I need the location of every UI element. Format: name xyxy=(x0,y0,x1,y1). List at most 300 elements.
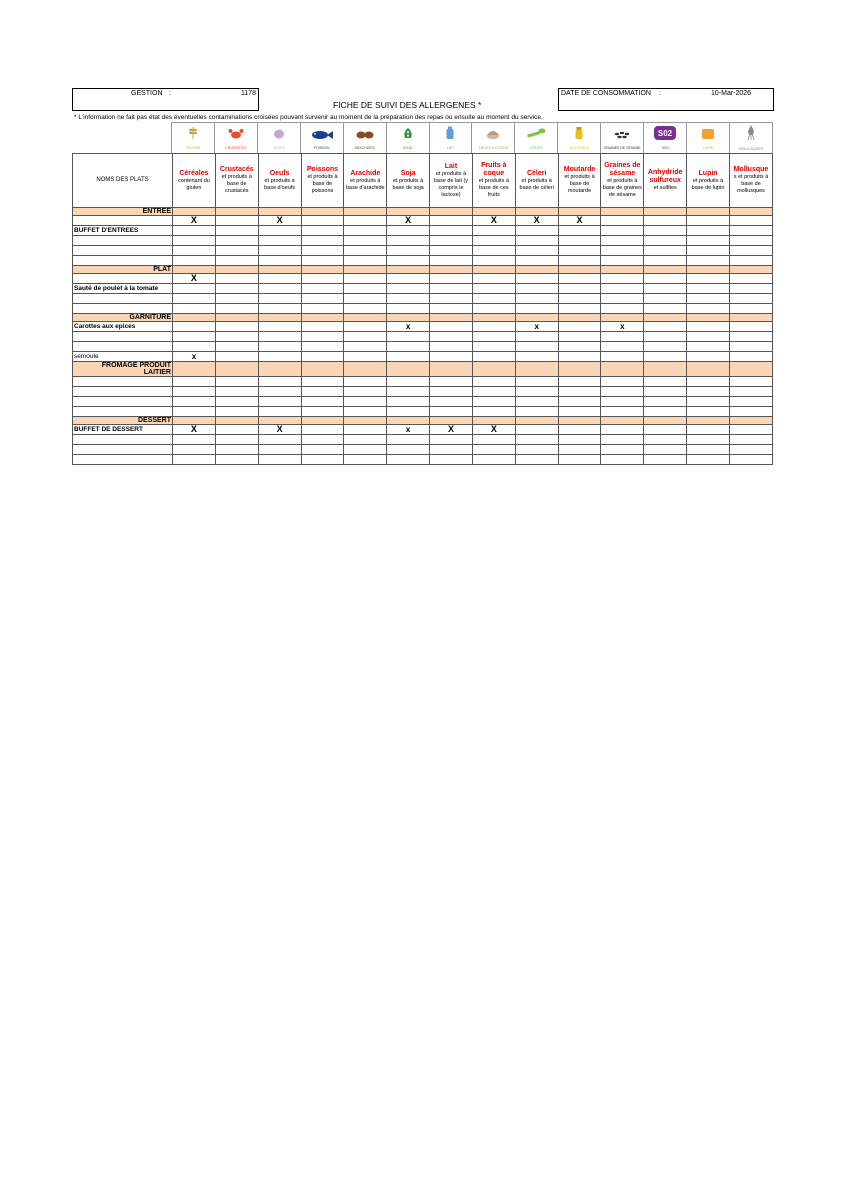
dish-names-header: NOMS DES PLATS xyxy=(73,154,173,208)
allergen-mark xyxy=(601,407,644,417)
sesame-icon xyxy=(613,127,631,145)
allergen-mark xyxy=(687,445,730,455)
lupin-icon xyxy=(701,127,715,145)
allergen-mark xyxy=(601,445,644,455)
allergen-mark xyxy=(515,304,558,314)
allergen-mark xyxy=(215,284,258,294)
allergen-mark xyxy=(729,304,772,314)
allergen-mark: X xyxy=(558,216,601,226)
allergen-mark xyxy=(173,455,216,465)
allergen-mark xyxy=(644,226,687,236)
allergen-mark xyxy=(601,294,644,304)
allergen-name: Lupin xyxy=(698,169,718,177)
allergen-description: s et produits à base de mollusques xyxy=(733,174,769,194)
allergen-mark xyxy=(344,397,387,407)
table-row xyxy=(73,322,773,332)
allergen-mark xyxy=(472,332,515,342)
allergen-mark xyxy=(387,256,430,266)
allergen-mark xyxy=(430,435,473,445)
allergen-mark xyxy=(687,304,730,314)
allergen-mark xyxy=(729,322,772,332)
allergen-mark: X xyxy=(472,216,515,226)
allergen-mark xyxy=(644,274,687,284)
allergen-mark xyxy=(687,226,730,236)
allergen-mark xyxy=(472,352,515,362)
date-value: 10-Mar-2026 xyxy=(711,90,752,97)
allergen-mark xyxy=(344,332,387,342)
allergen-mark xyxy=(729,256,772,266)
section-cell xyxy=(601,266,644,274)
allergen-mark xyxy=(344,246,387,256)
dish-name: Sauté de poulet à la tomate xyxy=(73,284,173,294)
allergen-mark xyxy=(430,342,473,352)
allergen-mark xyxy=(515,425,558,435)
allergen-name: Moutarde xyxy=(563,166,596,173)
allergen-icon-cell xyxy=(600,122,644,153)
allergen-mark xyxy=(344,407,387,417)
allergen-mark xyxy=(173,236,216,246)
allergen-mark xyxy=(173,284,216,294)
allergen-mark xyxy=(344,274,387,284)
allergen-mark xyxy=(430,352,473,362)
allergen-mark xyxy=(644,294,687,304)
allergen-mark xyxy=(601,226,644,236)
section-cell xyxy=(644,417,687,425)
allergen-mark xyxy=(601,216,644,226)
section-cell xyxy=(729,266,772,274)
allergen-mark xyxy=(215,294,258,304)
allergen-description: et produits à base de soja xyxy=(392,177,424,191)
allergen-mark xyxy=(472,284,515,294)
allergen-mark xyxy=(644,352,687,362)
allergen-mark xyxy=(301,445,344,455)
table-row xyxy=(73,236,773,246)
section-cell xyxy=(601,417,644,425)
section-row xyxy=(73,314,773,322)
allergen-mark xyxy=(601,342,644,352)
allergen-mark xyxy=(258,455,301,465)
allergen-icon-caption: ARACHIDES xyxy=(354,145,375,150)
section-cell xyxy=(258,208,301,216)
allergen-mark xyxy=(215,304,258,314)
allergen-description: et produits à base d'arachide xyxy=(345,177,385,191)
allergen-mark xyxy=(729,435,772,445)
section-cell xyxy=(515,417,558,425)
allergen-mark: x xyxy=(387,322,430,332)
allergen-name: Lait xyxy=(444,162,458,170)
allergen-mark: X xyxy=(472,425,515,435)
allergen-mark xyxy=(215,397,258,407)
allergen-mark xyxy=(173,256,216,266)
allergen-mark xyxy=(301,377,344,387)
allergen-description: et produits à base de poissons xyxy=(307,174,338,194)
allergen-mark xyxy=(472,304,515,314)
allergen-mark xyxy=(687,284,730,294)
dish-name xyxy=(73,342,173,352)
allergen-header xyxy=(515,154,558,208)
allergen-mark xyxy=(601,274,644,284)
allergen-mark xyxy=(515,407,558,417)
milk-icon xyxy=(445,126,455,145)
section-cell xyxy=(472,208,515,216)
allergen-mark xyxy=(215,352,258,362)
section-cell xyxy=(301,362,344,377)
allergen-mark xyxy=(387,435,430,445)
allergen-mark xyxy=(687,425,730,435)
allergen-mark xyxy=(729,397,772,407)
allergen-mark xyxy=(344,236,387,246)
dish-name xyxy=(73,256,173,266)
allergen-mark xyxy=(687,274,730,284)
allergen-mark xyxy=(644,377,687,387)
section-cell xyxy=(301,208,344,216)
dish-name xyxy=(73,274,173,284)
allergen-mark xyxy=(430,246,473,256)
allergen-name: Fruits à coque xyxy=(481,162,507,177)
allergen-mark xyxy=(729,274,772,284)
allergen-description: et produits à base d'oeufs xyxy=(264,177,296,191)
allergen-mark xyxy=(344,425,387,435)
nut-icon xyxy=(486,127,500,145)
allergen-mark xyxy=(601,304,644,314)
gestion-value: 1178 xyxy=(240,90,256,97)
section-cell xyxy=(644,314,687,322)
allergen-mark xyxy=(215,377,258,387)
allergen-header xyxy=(729,154,772,208)
allergen-mark xyxy=(687,332,730,342)
section-cell xyxy=(558,314,601,322)
table-row xyxy=(73,294,773,304)
section-cell xyxy=(644,208,687,216)
allergen-mark xyxy=(515,226,558,236)
dish-name xyxy=(73,397,173,407)
allergen-name: Arachide xyxy=(350,169,381,177)
section-cell xyxy=(515,362,558,377)
section-cell xyxy=(215,362,258,377)
dish-name xyxy=(73,304,173,314)
dish-name xyxy=(73,246,173,256)
allergen-description: et produits à base de lupin xyxy=(691,177,725,191)
allergen-mark xyxy=(687,435,730,445)
allergen-mark xyxy=(387,407,430,417)
allergen-mark: X xyxy=(258,425,301,435)
allergen-mark xyxy=(301,256,344,266)
section-cell xyxy=(601,208,644,216)
allergen-mark xyxy=(258,284,301,294)
allergen-mark xyxy=(472,342,515,352)
allergen-mark xyxy=(644,407,687,417)
allergen-mark xyxy=(258,342,301,352)
section-cell xyxy=(472,417,515,425)
allergen-mark xyxy=(430,216,473,226)
allergen-mark xyxy=(644,397,687,407)
section-cell xyxy=(173,417,216,425)
allergen-mark xyxy=(644,342,687,352)
allergen-mark xyxy=(729,352,772,362)
allergen-mark xyxy=(344,342,387,352)
allergen-mark xyxy=(558,322,601,332)
allergen-mark xyxy=(430,304,473,314)
allergen-mark xyxy=(430,377,473,387)
allergen-mark xyxy=(387,352,430,362)
allergen-mark xyxy=(729,455,772,465)
allergen-mark xyxy=(687,294,730,304)
allergen-mark xyxy=(687,322,730,332)
allergen-mark xyxy=(558,425,601,435)
dish-name: BUFFET D'ENTREES xyxy=(73,226,173,236)
allergen-mark xyxy=(644,455,687,465)
allergen-mark xyxy=(215,216,258,226)
allergen-mark xyxy=(687,352,730,362)
allergen-header xyxy=(644,154,687,208)
allergen-mark xyxy=(515,377,558,387)
allergen-mark xyxy=(344,455,387,465)
section-cell xyxy=(301,266,344,274)
allergen-mark xyxy=(301,407,344,417)
section-cell xyxy=(215,266,258,274)
allergen-mark xyxy=(344,226,387,236)
allergen-mark xyxy=(301,397,344,407)
allergen-icon-cell xyxy=(557,122,601,153)
allergen-mark xyxy=(258,397,301,407)
allergen-mark xyxy=(558,274,601,284)
allergen-mark xyxy=(515,284,558,294)
allergen-description: contenant du gluten xyxy=(178,177,210,191)
allergen-header xyxy=(687,154,730,208)
allergen-mark xyxy=(387,236,430,246)
allergen-description: et produits à base de ces fruits xyxy=(478,178,509,198)
allergen-mark xyxy=(387,246,430,256)
wheat-icon xyxy=(187,126,199,145)
allergen-mark xyxy=(215,445,258,455)
allergen-mark xyxy=(601,284,644,294)
allergen-mark xyxy=(173,322,216,332)
allergen-mark xyxy=(301,332,344,342)
allergen-mark xyxy=(215,246,258,256)
allergen-mark: x xyxy=(601,322,644,332)
allergen-mark xyxy=(515,332,558,342)
allergen-mark xyxy=(644,246,687,256)
allergen-mark xyxy=(387,304,430,314)
dish-name xyxy=(73,377,173,387)
allergen-mark xyxy=(558,435,601,445)
section-cell xyxy=(215,314,258,322)
allergen-mark xyxy=(173,445,216,455)
section-cell xyxy=(558,362,601,377)
section-cell xyxy=(430,362,473,377)
allergen-name: Céréales xyxy=(179,169,209,177)
allergen-description: et produits à base de céleri xyxy=(519,177,554,191)
allergen-mark xyxy=(601,455,644,465)
allergen-icon-cell xyxy=(386,122,430,153)
allergen-mark xyxy=(515,236,558,246)
allergen-mark xyxy=(258,304,301,314)
dish-name xyxy=(73,407,173,417)
allergen-mark xyxy=(601,256,644,266)
dish-name xyxy=(73,236,173,246)
section-cell xyxy=(430,266,473,274)
table-row xyxy=(73,216,773,226)
allergen-mark xyxy=(430,226,473,236)
date-separator: : xyxy=(659,90,661,97)
peanut-icon xyxy=(356,127,374,145)
allergen-header xyxy=(215,154,258,208)
allergen-mark xyxy=(258,352,301,362)
squid-icon xyxy=(746,125,756,146)
table-row xyxy=(73,274,773,284)
allergen-icon-cell xyxy=(300,122,344,153)
allergen-mark xyxy=(472,387,515,397)
table-row xyxy=(73,284,773,294)
allergen-mark xyxy=(301,284,344,294)
allergen-mark xyxy=(558,455,601,465)
allergen-mark xyxy=(430,322,473,332)
allergen-description: et produits à base de crustacés xyxy=(221,174,252,194)
section-name: ENTREE xyxy=(73,208,173,216)
allergen-mark xyxy=(601,236,644,246)
allergen-mark xyxy=(344,445,387,455)
allergen-mark xyxy=(173,387,216,397)
allergen-mark xyxy=(215,226,258,236)
allergen-mark xyxy=(729,284,772,294)
section-cell xyxy=(173,266,216,274)
dish-name xyxy=(73,435,173,445)
allergen-mark xyxy=(301,342,344,352)
allergen-mark xyxy=(472,236,515,246)
dish-name: Carottes aux epices xyxy=(73,322,173,332)
allergen-mark xyxy=(258,332,301,342)
allergen-icon-cell xyxy=(514,122,558,153)
allergen-mark xyxy=(215,236,258,246)
table-row xyxy=(73,455,773,465)
section-cell xyxy=(687,208,730,216)
table-row xyxy=(73,377,773,387)
section-cell xyxy=(472,362,515,377)
section-cell xyxy=(344,266,387,274)
section-cell xyxy=(387,362,430,377)
allergen-mark xyxy=(687,397,730,407)
section-row xyxy=(73,266,773,274)
dish-name xyxy=(73,294,173,304)
allergen-mark xyxy=(601,332,644,342)
table-row xyxy=(73,332,773,342)
allergen-mark xyxy=(258,435,301,445)
allergen-mark xyxy=(215,274,258,284)
allergen-mark xyxy=(173,342,216,352)
allergen-mark xyxy=(644,425,687,435)
allergen-header xyxy=(258,154,301,208)
allergen-name: Graines de sésame xyxy=(604,162,641,177)
section-cell xyxy=(301,314,344,322)
allergen-mark xyxy=(729,407,772,417)
table-row xyxy=(73,342,773,352)
section-cell xyxy=(258,362,301,377)
section-cell xyxy=(173,208,216,216)
allergen-icon-caption: SOJA xyxy=(402,146,413,150)
section-cell xyxy=(173,314,216,322)
allergen-icon-cell xyxy=(643,122,687,153)
allergen-mark xyxy=(430,387,473,397)
allergen-mark xyxy=(173,397,216,407)
allergen-mark xyxy=(258,274,301,284)
allergen-icon-cell xyxy=(171,122,215,153)
table-row xyxy=(73,352,773,362)
allergen-mark xyxy=(258,256,301,266)
allergen-mark xyxy=(644,435,687,445)
table-row xyxy=(73,226,773,236)
allergen-mark xyxy=(472,226,515,236)
allergen-mark xyxy=(515,246,558,256)
allergen-mark xyxy=(558,387,601,397)
section-cell xyxy=(515,266,558,274)
allergen-mark xyxy=(258,226,301,236)
section-cell xyxy=(601,314,644,322)
section-cell xyxy=(558,417,601,425)
allergen-mark: X xyxy=(173,274,216,284)
allergen-mark xyxy=(215,387,258,397)
gestion-separator: : xyxy=(169,90,171,97)
allergen-icon-caption: POISSON xyxy=(313,145,330,150)
allergen-mark xyxy=(515,397,558,407)
allergen-mark xyxy=(515,455,558,465)
section-cell xyxy=(430,208,473,216)
section-row xyxy=(73,362,773,377)
allergen-icon-caption: MOLLUSQUES xyxy=(738,147,764,151)
allergen-mark xyxy=(644,236,687,246)
table-row xyxy=(73,256,773,266)
allergen-mark: x xyxy=(173,352,216,362)
allergen-mark xyxy=(344,304,387,314)
table-row xyxy=(73,387,773,397)
allergen-mark xyxy=(301,274,344,284)
dish-name xyxy=(73,455,173,465)
allergen-icon-cell xyxy=(214,122,258,153)
allergen-mark xyxy=(644,387,687,397)
allergen-mark xyxy=(430,407,473,417)
allergen-mark xyxy=(644,322,687,332)
section-name: PLAT xyxy=(73,266,173,274)
allergen-mark xyxy=(301,435,344,445)
allergen-header xyxy=(430,154,473,208)
allergen-mark xyxy=(687,236,730,246)
allergen-mark xyxy=(258,387,301,397)
table-row xyxy=(73,246,773,256)
allergen-mark xyxy=(173,304,216,314)
allergen-mark xyxy=(472,256,515,266)
allergen-mark xyxy=(173,332,216,342)
allergen-mark xyxy=(344,322,387,332)
allergen-mark xyxy=(344,284,387,294)
section-cell xyxy=(430,314,473,322)
allergen-mark xyxy=(644,304,687,314)
allergen-mark xyxy=(258,294,301,304)
allergen-mark xyxy=(258,236,301,246)
section-row xyxy=(73,417,773,425)
fish-icon xyxy=(311,127,333,145)
allergen-mark xyxy=(558,352,601,362)
allergen-mark: X xyxy=(173,216,216,226)
allergen-mark xyxy=(430,294,473,304)
allergen-mark xyxy=(387,455,430,465)
allergen-mark xyxy=(558,294,601,304)
allergen-mark xyxy=(687,455,730,465)
allergen-mark xyxy=(215,342,258,352)
crab-icon xyxy=(228,127,244,145)
allergen-mark xyxy=(729,294,772,304)
allergen-mark xyxy=(601,387,644,397)
section-row xyxy=(73,208,773,216)
table-row xyxy=(73,304,773,314)
